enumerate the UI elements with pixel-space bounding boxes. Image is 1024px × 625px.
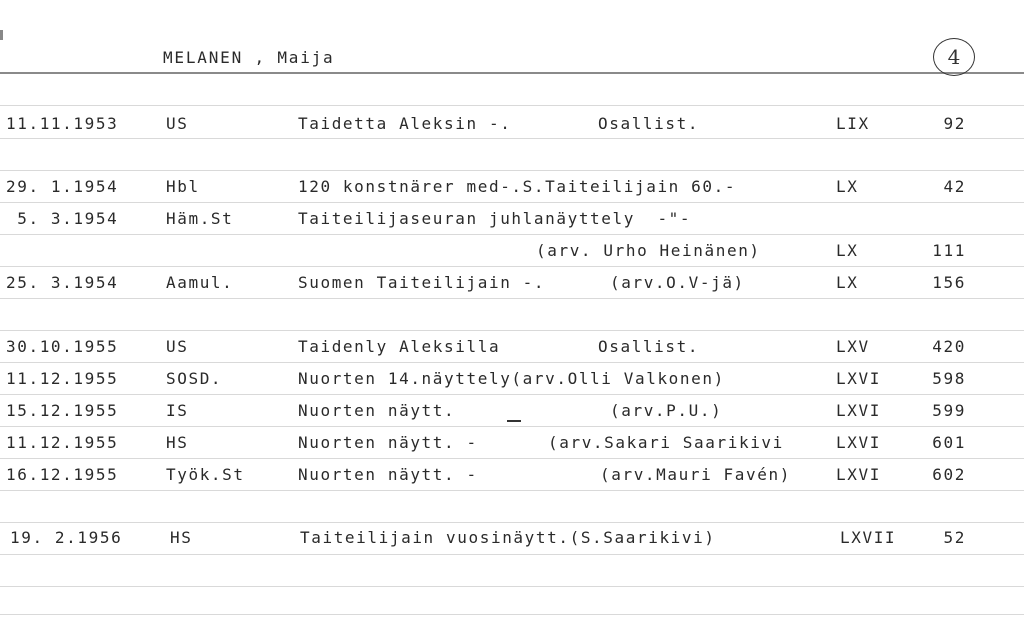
entry-date: 19. 2.1956 [10, 528, 123, 547]
ruled-line [0, 362, 1024, 363]
ruled-line [0, 490, 1024, 491]
list-item [0, 432, 1024, 454]
entry-note: (arv.Sakari Saarikivi [548, 433, 784, 452]
entry-date: 5. 3.1954 [6, 209, 119, 228]
entry-title: 120 konstnärer med-.S.Taiteilijain 60.- [298, 177, 737, 196]
entry-source: HS [170, 528, 193, 547]
entry-note: (arv.O.V-jä) [610, 273, 745, 292]
entry-page: 111 [932, 241, 966, 260]
entry-source: Hbl [166, 177, 200, 196]
entry-page: 598 [932, 369, 966, 388]
ruled-line [0, 202, 1024, 203]
list-item [0, 240, 1024, 262]
entry-date: 15.12.1955 [6, 401, 119, 420]
entry-source: Aamul. [166, 273, 234, 292]
card-number-circle: 4 [933, 38, 975, 76]
entry-title: Taiteilijaseuran juhlanäyttely -"- [298, 209, 692, 228]
ruled-line [0, 105, 1024, 106]
entry-page: 420 [932, 337, 966, 356]
entry-source: Häm.St [166, 209, 234, 228]
ruled-line [0, 614, 1024, 615]
ruled-line [0, 458, 1024, 459]
ruled-line [0, 586, 1024, 587]
ruled-line [0, 170, 1024, 171]
list-item [0, 176, 1024, 198]
ruled-line [0, 426, 1024, 427]
entry-source: US [166, 337, 189, 356]
header-rule [0, 72, 1024, 74]
entry-volume: LXVI [836, 433, 881, 452]
entry-volume: LX [836, 177, 859, 196]
ruled-line [0, 138, 1024, 139]
entry-date: 30.10.1955 [6, 337, 119, 356]
entry-volume: LIX [836, 114, 870, 133]
entry-source: HS [166, 433, 189, 452]
ruled-line [0, 234, 1024, 235]
entry-date: 11.12.1955 [6, 433, 119, 452]
list-item [0, 272, 1024, 294]
list-item [0, 400, 1024, 422]
entry-volume: LX [836, 241, 859, 260]
ruled-line [0, 394, 1024, 395]
entry-note: (arv.Mauri Favén) [600, 465, 791, 484]
entry-source: Työk.St [166, 465, 245, 484]
entry-title: Suomen Taiteilijain -. [298, 273, 546, 292]
entry-date: 11.11.1953 [6, 114, 119, 133]
entry-source: SOSD. [166, 369, 223, 388]
entry-title: Nuorten 14.näyttely(arv.Olli Valkonen) [298, 369, 725, 388]
entry-date: 11.12.1955 [6, 369, 119, 388]
ruled-line [0, 522, 1024, 523]
entry-page: 92 [943, 114, 966, 133]
entry-note: (arv.P.U.) [610, 401, 723, 420]
entry-title: Nuorten näytt. - [298, 465, 478, 484]
entry-volume: LXVI [836, 369, 881, 388]
list-item [0, 208, 1024, 230]
margin-tick [0, 30, 3, 40]
entry-title: Taidetta Aleksin -. [298, 114, 512, 133]
entry-source: US [166, 114, 189, 133]
entry-source: IS [166, 401, 189, 420]
ruled-line [0, 266, 1024, 267]
entry-title: Nuorten näytt. - [298, 433, 478, 452]
entry-volume: LXVII [840, 528, 897, 547]
entry-page: 52 [943, 528, 966, 547]
ruled-line [0, 554, 1024, 555]
entry-date: 29. 1.1954 [6, 177, 119, 196]
ruled-line [0, 330, 1024, 331]
list-item [0, 527, 1024, 549]
list-item [0, 368, 1024, 390]
list-item [0, 464, 1024, 486]
entry-volume: LXV [836, 337, 870, 356]
entry-page: 601 [932, 433, 966, 452]
entry-volume: LXVI [836, 465, 881, 484]
entry-note: Osallist. [598, 114, 700, 133]
entry-date: 16.12.1955 [6, 465, 119, 484]
ruled-line [0, 298, 1024, 299]
list-item [0, 336, 1024, 358]
entry-title: Taiteilijain vuosinäytt.(S.Saarikivi) [300, 528, 716, 547]
person-name: MELANEN , Maija [163, 48, 335, 67]
entry-page: 599 [932, 401, 966, 420]
entry-title: Nuorten näytt. [298, 401, 456, 420]
entry-title: Taidenly Aleksilla [298, 337, 501, 356]
entry-page: 42 [943, 177, 966, 196]
dash-mark [507, 420, 521, 422]
entry-volume: LXVI [836, 401, 881, 420]
list-item [0, 113, 1024, 135]
entry-note: (arv. Urho Heinänen) [536, 241, 761, 260]
entry-date: 25. 3.1954 [6, 273, 119, 292]
entry-volume: LX [836, 273, 859, 292]
entry-page: 602 [932, 465, 966, 484]
entry-note: Osallist. [598, 337, 700, 356]
entry-page: 156 [932, 273, 966, 292]
